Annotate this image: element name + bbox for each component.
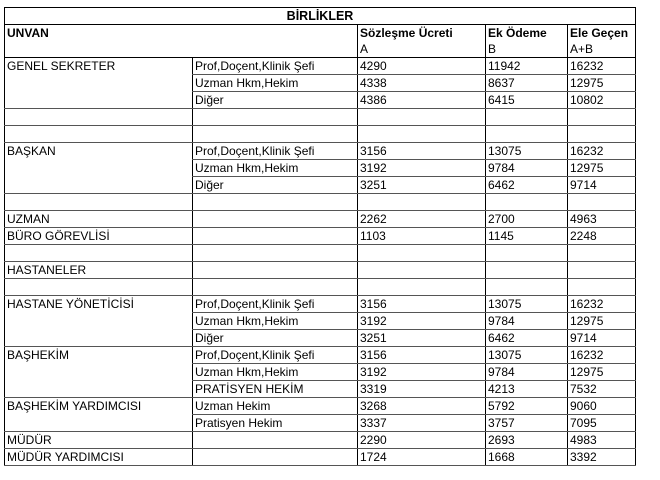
table-row	[5, 75, 636, 92]
cell-ele-gecen: 10802	[568, 92, 636, 109]
cell-ek-odeme: 6462	[486, 330, 568, 347]
cell-ek-odeme: 9784	[486, 364, 568, 381]
cell-sozlesme-ucreti: 3251	[358, 177, 486, 194]
table-row	[5, 364, 636, 381]
cell-sozlesme-ucreti: 3192	[358, 364, 486, 381]
cell-ele-gecen	[568, 194, 636, 211]
table-row	[5, 347, 636, 364]
cell-unvan	[5, 279, 193, 296]
cell-kategori: Prof,Doçent,Klinik Şefi	[193, 143, 358, 160]
cell-ele-gecen	[568, 262, 636, 279]
cell-ele-gecen: 4983	[568, 432, 636, 449]
cell-ek-odeme	[486, 262, 568, 279]
cell-ele-gecen: 12975	[568, 364, 636, 381]
cell-sozlesme-ucreti: 3268	[358, 398, 486, 415]
cell-ele-gecen	[568, 245, 636, 262]
cell-sozlesme-ucreti: 1103	[358, 228, 486, 245]
table-title: BİRLİKLER	[5, 8, 636, 25]
header-sozlesme-ucreti: Sözleşme Ücreti	[358, 25, 486, 42]
cell-ele-gecen: 7532	[568, 381, 636, 398]
cell-kategori	[193, 194, 358, 211]
cell-kategori: Prof,Doçent,Klinik Şefi	[193, 58, 358, 75]
cell-kategori: Pratisyen Hekim	[193, 415, 358, 432]
cell-ek-odeme: 1145	[486, 228, 568, 245]
cell-ele-gecen: 16232	[568, 296, 636, 313]
cell-ek-odeme: 1668	[486, 449, 568, 466]
cell-kategori: Uzman Hkm,Hekim	[193, 75, 358, 92]
table-row	[5, 449, 636, 466]
table-row	[5, 381, 636, 398]
table-row	[5, 313, 636, 330]
table-row	[5, 177, 636, 194]
table-row	[5, 160, 636, 177]
cell-ek-odeme: 3757	[486, 415, 568, 432]
cell-kategori: PRATİSYEN HEKİM	[193, 381, 358, 398]
table-row	[5, 245, 636, 262]
cell-kategori	[193, 279, 358, 296]
cell-unvan: MÜDÜR	[5, 432, 193, 449]
cell-ek-odeme: 5792	[486, 398, 568, 415]
table-row	[5, 228, 636, 245]
cell-kategori	[193, 211, 358, 228]
cell-unvan	[5, 160, 193, 177]
cell-unvan: HASTANELER	[5, 262, 193, 279]
cell-ele-gecen: 2248	[568, 228, 636, 245]
cell-unvan: BAŞHEKİM YARDIMCISI	[5, 398, 193, 415]
cell-ek-odeme: 2693	[486, 432, 568, 449]
cell-sozlesme-ucreti: 3319	[358, 381, 486, 398]
cell-kategori	[193, 262, 358, 279]
cell-sozlesme-ucreti	[358, 262, 486, 279]
cell-sozlesme-ucreti: 4386	[358, 92, 486, 109]
cell-unvan	[5, 126, 193, 143]
header-row	[5, 25, 636, 42]
cell-ele-gecen: 3392	[568, 449, 636, 466]
table-body	[5, 58, 636, 466]
cell-ele-gecen	[568, 279, 636, 296]
cell-kategori: Uzman Hkm,Hekim	[193, 313, 358, 330]
cell-kategori: Prof,Doçent,Klinik Şefi	[193, 347, 358, 364]
cell-ek-odeme	[486, 245, 568, 262]
cell-ele-gecen: 7095	[568, 415, 636, 432]
header-unvan: UNVAN	[5, 25, 193, 42]
cell-sozlesme-ucreti: 3156	[358, 347, 486, 364]
table-row	[5, 211, 636, 228]
header-empty	[193, 25, 358, 42]
cell-ek-odeme: 13075	[486, 143, 568, 160]
header-ek-odeme: Ek Ödeme	[486, 25, 568, 42]
cell-kategori: Uzman Hkm,Hekim	[193, 160, 358, 177]
cell-ek-odeme	[486, 279, 568, 296]
cell-unvan	[5, 109, 193, 126]
cell-ek-odeme	[486, 126, 568, 143]
table-row	[5, 279, 636, 296]
cell-sozlesme-ucreti: 2262	[358, 211, 486, 228]
cell-kategori: Diğer	[193, 330, 358, 347]
cell-kategori	[193, 449, 358, 466]
cell-ele-gecen: 12975	[568, 313, 636, 330]
cell-ek-odeme: 9784	[486, 160, 568, 177]
cell-sozlesme-ucreti: 3251	[358, 330, 486, 347]
table-row	[5, 432, 636, 449]
cell-kategori: Uzman Hekim	[193, 398, 358, 415]
cell-ele-gecen: 16232	[568, 143, 636, 160]
cell-unvan	[5, 381, 193, 398]
cell-ele-gecen: 16232	[568, 347, 636, 364]
cell-sozlesme-ucreti	[358, 109, 486, 126]
cell-kategori: Prof,Doçent,Klinik Şefi	[193, 296, 358, 313]
cell-ek-odeme: 6415	[486, 92, 568, 109]
cell-ele-gecen: 4963	[568, 211, 636, 228]
cell-ele-gecen	[568, 109, 636, 126]
table-row	[5, 262, 636, 279]
cell-sozlesme-ucreti: 3337	[358, 415, 486, 432]
cell-kategori	[193, 245, 358, 262]
title-row	[5, 8, 636, 25]
cell-unvan	[5, 194, 193, 211]
table-row	[5, 92, 636, 109]
cell-ek-odeme: 4213	[486, 381, 568, 398]
cell-unvan	[5, 177, 193, 194]
header-ele-gecen: Ele Geçen	[568, 25, 636, 42]
cell-sozlesme-ucreti: 4338	[358, 75, 486, 92]
cell-unvan: HASTANE YÖNETİCİSİ	[5, 296, 193, 313]
cell-unvan	[5, 364, 193, 381]
cell-sozlesme-ucreti	[358, 245, 486, 262]
cell-ele-gecen: 9714	[568, 330, 636, 347]
cell-kategori	[193, 228, 358, 245]
cell-sozlesme-ucreti: 3192	[358, 313, 486, 330]
table-row	[5, 58, 636, 75]
cell-sozlesme-ucreti: 4290	[358, 58, 486, 75]
cell-ek-odeme: 6462	[486, 177, 568, 194]
table-row	[5, 330, 636, 347]
subheader-ab: A+B	[568, 41, 636, 58]
cell-ek-odeme: 8637	[486, 75, 568, 92]
cell-unvan: BAŞHEKİM	[5, 347, 193, 364]
cell-kategori	[193, 432, 358, 449]
cell-kategori	[193, 126, 358, 143]
subheader-b: B	[486, 41, 568, 58]
cell-unvan	[5, 245, 193, 262]
cell-ek-odeme	[486, 194, 568, 211]
cell-sozlesme-ucreti: 3156	[358, 296, 486, 313]
cell-unvan	[5, 92, 193, 109]
salary-table	[4, 7, 636, 466]
cell-sozlesme-ucreti: 3192	[358, 160, 486, 177]
table-row	[5, 296, 636, 313]
cell-sozlesme-ucreti	[358, 126, 486, 143]
subheader-empty-2	[193, 41, 358, 58]
table-row	[5, 143, 636, 160]
cell-sozlesme-ucreti: 1724	[358, 449, 486, 466]
cell-ele-gecen: 9714	[568, 177, 636, 194]
cell-ek-odeme: 9784	[486, 313, 568, 330]
cell-kategori: Diğer	[193, 177, 358, 194]
subheader-empty-1	[5, 41, 193, 58]
cell-unvan	[5, 313, 193, 330]
table-row	[5, 398, 636, 415]
table-row	[5, 126, 636, 143]
cell-ele-gecen	[568, 126, 636, 143]
cell-unvan: GENEL SEKRETER	[5, 58, 193, 75]
table-row	[5, 194, 636, 211]
cell-unvan	[5, 330, 193, 347]
cell-unvan	[5, 415, 193, 432]
cell-unvan: BÜRO GÖREVLİSİ	[5, 228, 193, 245]
cell-sozlesme-ucreti: 2290	[358, 432, 486, 449]
cell-ek-odeme: 13075	[486, 347, 568, 364]
cell-unvan	[5, 75, 193, 92]
table-row	[5, 109, 636, 126]
cell-ele-gecen: 12975	[568, 160, 636, 177]
spreadsheet	[4, 7, 635, 466]
cell-kategori: Uzman Hkm,Hekim	[193, 364, 358, 381]
cell-ek-odeme: 11942	[486, 58, 568, 75]
cell-unvan: BAŞKAN	[5, 143, 193, 160]
cell-ek-odeme	[486, 109, 568, 126]
cell-kategori: Diğer	[193, 92, 358, 109]
cell-ele-gecen: 12975	[568, 75, 636, 92]
cell-ek-odeme: 13075	[486, 296, 568, 313]
cell-sozlesme-ucreti	[358, 279, 486, 296]
cell-ele-gecen: 9060	[568, 398, 636, 415]
cell-sozlesme-ucreti: 3156	[358, 143, 486, 160]
cell-sozlesme-ucreti	[358, 194, 486, 211]
cell-kategori	[193, 109, 358, 126]
cell-unvan: UZMAN	[5, 211, 193, 228]
subheader-a: A	[358, 41, 486, 58]
table-row	[5, 415, 636, 432]
subheader-row	[5, 41, 636, 58]
cell-ele-gecen: 16232	[568, 58, 636, 75]
cell-unvan: MÜDÜR YARDIMCISI	[5, 449, 193, 466]
cell-ek-odeme: 2700	[486, 211, 568, 228]
